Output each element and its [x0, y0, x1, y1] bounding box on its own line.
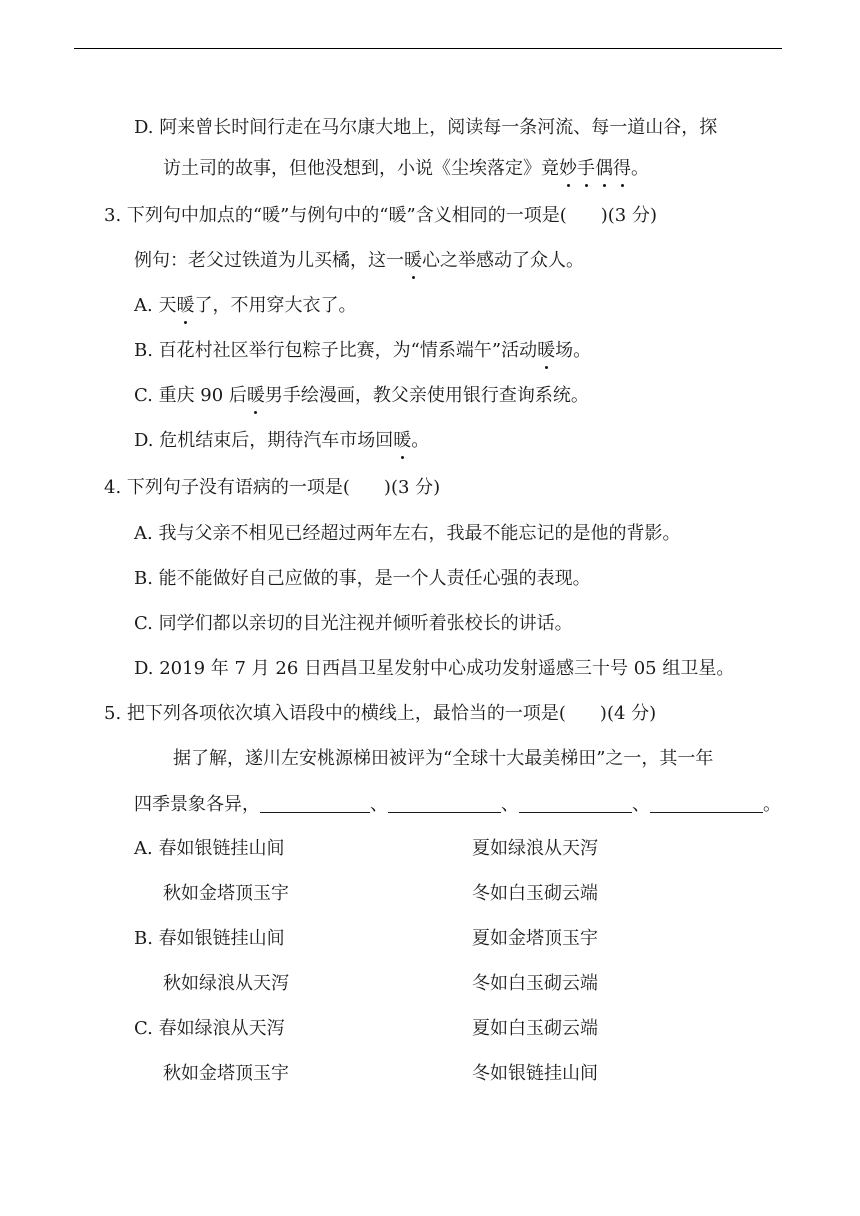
emphasis-dot-char: 得	[613, 156, 631, 182]
q3-option-d: D. 危机结束后，期待汽车市场回暖。	[134, 428, 429, 454]
q5-option-b-col3: 秋如绿浪从天泻	[163, 973, 289, 994]
q3-stem: 3. 下列句中加点的“暖”与例句中的“暖”含义相同的一项是( )(3 分)	[104, 205, 657, 226]
q5-option-c-col2: 夏如白玉砌云端	[472, 1018, 598, 1039]
q2-option-d-line2: 访土司的故事，但他没想到，小说《尘埃落定》竟妙手偶得。	[163, 156, 649, 182]
emphasis-dot-char: 手	[577, 156, 595, 182]
q5-option-c-col4: 冬如银链挂山间	[472, 1063, 598, 1084]
q4-option-a: A. 我与父亲不相见已经超过两年左右，我最不能忘记的是他的背影。	[134, 523, 681, 544]
fill-blank[interactable]	[519, 794, 632, 813]
emphasis-dot-char: 暖	[404, 248, 422, 274]
q5-stem: 5. 把下列各项依次填入语段中的横线上，最恰当的一项是( )(4 分)	[104, 703, 657, 724]
q4-option-c: C. 同学们都以亲切的目光注视并倾听着张校长的讲话。	[134, 613, 573, 634]
q3-option-b: B. 百花村社区举行包粽子比赛，为“情系端午”活动暖场。	[134, 338, 591, 364]
q4-stem: 4. 下列句子没有语病的一项是( )(3 分)	[104, 477, 441, 498]
q2-option-d-line1: D. 阿来曾长时间行走在马尔康大地上，阅读每一条河流、每一道山谷，探	[134, 117, 718, 138]
q5-option-b-col4: 冬如白玉砌云端	[472, 973, 598, 994]
q5-option-a-col4: 冬如白玉砌云端	[472, 883, 598, 904]
emphasis-dot-char: 暖	[176, 293, 194, 319]
q5-option-b-col2: 夏如金塔顶玉宇	[472, 928, 598, 949]
emphasis-dot-char: 暖	[393, 428, 411, 454]
q5-option-a-col3: 秋如金塔顶玉宇	[163, 883, 289, 904]
emphasis-dot-char: 偶	[595, 156, 613, 182]
q5-passage-line2: 四季景象各异， 、 、 、 。	[134, 794, 781, 815]
q5-option-c-col1: C. 春如绿浪从天泻	[134, 1018, 285, 1039]
fill-blank[interactable]	[388, 794, 501, 813]
fill-blank[interactable]	[260, 794, 370, 813]
q3-option-a: A. 天暖了，不用穿大衣了。	[134, 293, 356, 319]
q5-passage-line1: 据了解，遂川左安桃源梯田被评为“全球十大最美梯田”之一，其一年	[173, 748, 714, 769]
q3-example: 例句：老父过铁道为儿买橘，这一暖心之举感动了众人。	[134, 248, 584, 274]
q5-option-a-col2: 夏如绿浪从天泻	[472, 838, 598, 859]
q4-option-b: B. 能不能做好自己应做的事，是一个人责任心强的表现。	[134, 568, 591, 589]
q5-option-a-col1: A. 春如银链挂山间	[134, 838, 285, 859]
emphasis-dot-char: 暖	[537, 338, 555, 364]
q3-option-c: C. 重庆 90 后暖男手绘漫画，教父亲使用银行查询系统。	[134, 383, 589, 409]
header-rule	[74, 48, 782, 49]
fill-blank[interactable]	[650, 794, 763, 813]
q5-option-b-col1: B. 春如银链挂山间	[134, 928, 285, 949]
q5-option-c-col3: 秋如金塔顶玉宇	[163, 1063, 289, 1084]
emphasis-dot-char: 妙	[559, 156, 577, 182]
q4-option-d: D. 2019 年 7 月 26 日西昌卫星发射中心成功发射遥感三十号 05 组卫星。	[134, 658, 735, 679]
emphasis-dot-char: 暖	[247, 383, 265, 409]
